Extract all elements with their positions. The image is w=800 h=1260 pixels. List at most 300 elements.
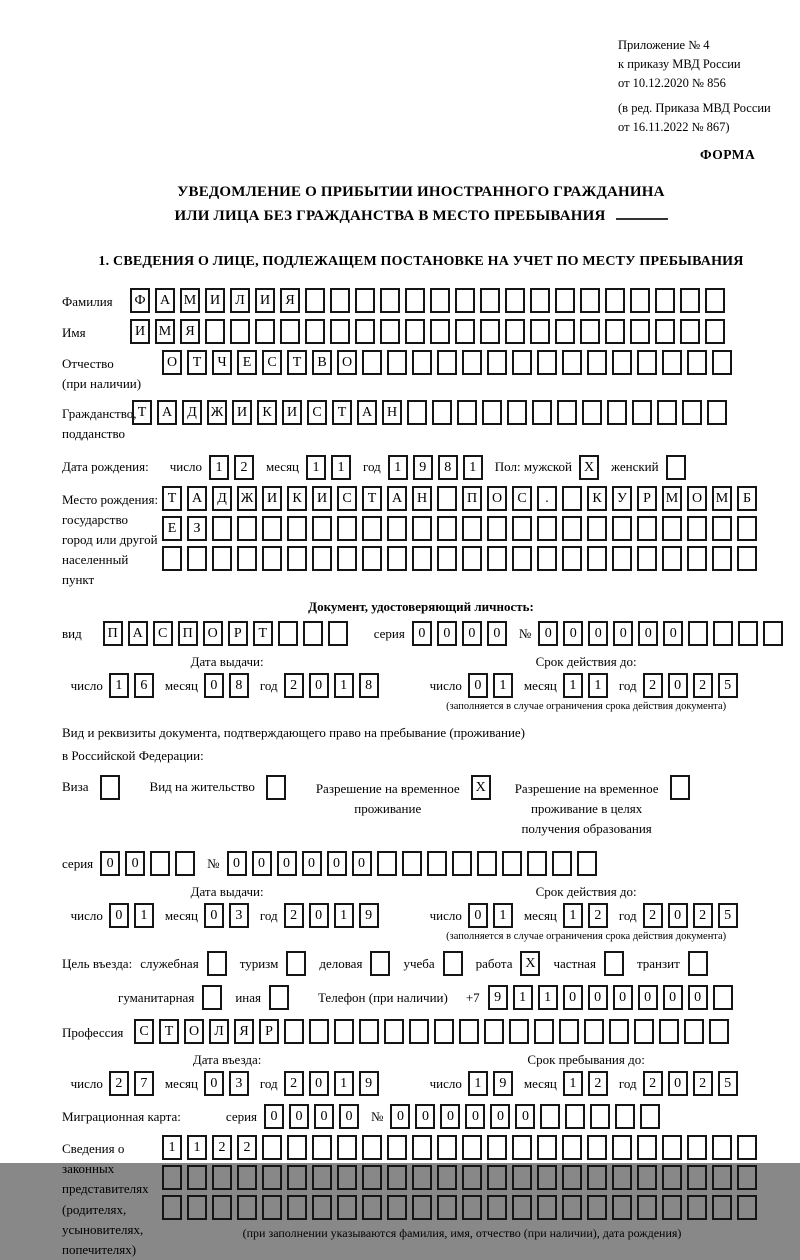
birth-day-label: число bbox=[169, 459, 202, 475]
form-cell bbox=[362, 1165, 382, 1190]
form-cell bbox=[312, 1165, 332, 1190]
purpose-private-checkbox bbox=[604, 951, 629, 976]
form-cell bbox=[434, 1019, 454, 1044]
purpose-business-checkbox bbox=[370, 951, 395, 976]
form-cell bbox=[387, 1195, 407, 1220]
form-cell bbox=[443, 951, 463, 976]
section1-heading: 1. СВЕДЕНИЯ О ЛИЦЕ, ПОДЛЕЖАЩЕМ ПОСТАНОВКЕ НА УЧЕТ ПО МЕСТУ ПРЕБЫВАНИЯ bbox=[98, 254, 744, 269]
form-cell: Е bbox=[162, 516, 182, 541]
sex-male-checkbox bbox=[579, 455, 604, 480]
form-cell bbox=[612, 350, 632, 375]
purpose-work-checkbox bbox=[520, 951, 545, 976]
form-cell bbox=[405, 288, 425, 313]
form-cell: П bbox=[462, 486, 482, 511]
day-label: число bbox=[70, 677, 103, 693]
form-cell bbox=[487, 516, 507, 541]
entry-date-col bbox=[62, 1052, 392, 1096]
form-cell bbox=[187, 546, 207, 571]
birth-date-row bbox=[62, 455, 780, 480]
migration-card-number-label: № bbox=[371, 1108, 384, 1124]
identity-doc-valid-col bbox=[392, 654, 780, 712]
form-cell bbox=[662, 546, 682, 571]
form-cell bbox=[387, 516, 407, 541]
form-cell bbox=[532, 400, 552, 425]
form-cell bbox=[437, 1195, 457, 1220]
form-cell: 9 bbox=[359, 903, 379, 928]
form-cell bbox=[462, 1165, 482, 1190]
form-cell bbox=[634, 1019, 654, 1044]
form-cell bbox=[407, 400, 427, 425]
migration-card-row bbox=[62, 1104, 780, 1129]
form-cell bbox=[707, 400, 727, 425]
form-cell bbox=[487, 546, 507, 571]
representatives-label-line-1: Сведения о bbox=[62, 1141, 125, 1157]
form-cell: Т bbox=[287, 350, 307, 375]
form-cell: 1 bbox=[331, 455, 351, 480]
form-cell bbox=[712, 1135, 732, 1160]
form-cell bbox=[457, 400, 477, 425]
migration-card-label: Миграционная карта: bbox=[62, 1108, 181, 1124]
representatives-label-line-5: усыновителях, bbox=[62, 1221, 144, 1237]
form-cell: 5 bbox=[718, 673, 738, 698]
form-cell bbox=[607, 400, 627, 425]
form-cell: 1 bbox=[334, 1071, 354, 1096]
purpose-tourism-checkbox bbox=[286, 951, 311, 976]
edu-permit-label bbox=[515, 772, 659, 839]
form-cell bbox=[312, 1195, 332, 1220]
residence-doc-issue-group bbox=[62, 903, 392, 928]
form-cell: У bbox=[612, 486, 632, 511]
residence-issue-day-cells bbox=[109, 903, 159, 928]
profession-row bbox=[62, 1019, 780, 1044]
form-cell: 1 bbox=[334, 903, 354, 928]
form-cell: 0 bbox=[309, 673, 329, 698]
identity-doc-row bbox=[62, 621, 780, 646]
form-cell bbox=[412, 350, 432, 375]
form-cell: Р bbox=[637, 486, 657, 511]
form-cell bbox=[712, 1195, 732, 1220]
form-cell bbox=[659, 1019, 679, 1044]
residence-doc-series-label: серия bbox=[62, 855, 94, 871]
purpose-official-checkbox bbox=[207, 951, 232, 976]
form-cell: 0 bbox=[309, 903, 329, 928]
form-cell bbox=[412, 516, 432, 541]
form-cell: О bbox=[162, 350, 182, 375]
form-cell bbox=[312, 516, 332, 541]
representatives-note: (при заполнении указываются фамилия, имя, отчество (при наличии), дата рождения) bbox=[242, 1226, 682, 1241]
form-cell bbox=[237, 1165, 257, 1190]
form-cell: К bbox=[257, 400, 277, 425]
form-cell: М bbox=[180, 288, 200, 313]
purpose-private-label: частная bbox=[553, 955, 596, 971]
temp-permit-label-line-1: Разрешение на временное bbox=[315, 780, 460, 796]
form-cell bbox=[537, 1165, 557, 1190]
form-cell: 0 bbox=[563, 621, 583, 646]
form-cell bbox=[387, 350, 407, 375]
residence-doc-heading-line-1: Вид и реквизиты документа, подтверждающего право на пребывание (проживание) bbox=[62, 725, 526, 741]
birth-date-label: Дата рождения: bbox=[62, 459, 149, 475]
form-cell bbox=[409, 1019, 429, 1044]
form-title-line-2 bbox=[62, 204, 780, 228]
form-cell: 5 bbox=[718, 1071, 738, 1096]
form-cell bbox=[687, 1135, 707, 1160]
form-cell: 0 bbox=[125, 851, 145, 876]
residence-valid-day-cells bbox=[468, 903, 518, 928]
purpose-official-label: служебная bbox=[140, 955, 199, 971]
form-cell: И bbox=[255, 288, 275, 313]
residence-doc-valid-group bbox=[392, 903, 780, 928]
form-cell bbox=[505, 288, 525, 313]
form-cell: Б bbox=[737, 486, 757, 511]
form-cell bbox=[712, 350, 732, 375]
form-cell: 0 bbox=[668, 673, 688, 698]
purpose-other-checkbox bbox=[269, 985, 294, 1010]
form-cell bbox=[537, 546, 557, 571]
month-label: месяц bbox=[523, 677, 557, 693]
form-cell bbox=[230, 319, 250, 344]
edu-permit-label-line-3: получения образования bbox=[521, 821, 652, 837]
form-cell bbox=[552, 851, 572, 876]
form-cell bbox=[462, 350, 482, 375]
form-cell bbox=[355, 319, 375, 344]
form-cell: О bbox=[687, 486, 707, 511]
birth-place-label-line-1: Место рождения: bbox=[62, 491, 159, 507]
appendix-block bbox=[618, 36, 771, 137]
form-cell bbox=[555, 319, 575, 344]
form-cell: 1 bbox=[209, 455, 229, 480]
form-cell bbox=[662, 1195, 682, 1220]
form-cell bbox=[640, 1104, 660, 1129]
form-cell: 0 bbox=[487, 621, 507, 646]
form-cell bbox=[437, 1135, 457, 1160]
form-cell bbox=[150, 851, 170, 876]
form-cell: 0 bbox=[538, 621, 558, 646]
form-cell bbox=[680, 288, 700, 313]
form-cell bbox=[212, 1195, 232, 1220]
form-cell: 0 bbox=[437, 621, 457, 646]
form-cell: 0 bbox=[264, 1104, 284, 1129]
migration-card-series-label: серия bbox=[225, 1108, 258, 1124]
form-cell bbox=[738, 621, 758, 646]
form-cell bbox=[587, 1165, 607, 1190]
form-cell: 2 bbox=[588, 903, 608, 928]
form-cell bbox=[615, 1104, 635, 1129]
form-cell: И bbox=[205, 288, 225, 313]
form-cell: Т bbox=[162, 486, 182, 511]
form-cell bbox=[580, 319, 600, 344]
form-cell bbox=[437, 1165, 457, 1190]
form-cell bbox=[562, 1135, 582, 1160]
form-cell: А bbox=[387, 486, 407, 511]
form-cell bbox=[287, 1195, 307, 1220]
month-label: месяц bbox=[523, 1075, 557, 1091]
form-cell bbox=[430, 288, 450, 313]
representatives-label bbox=[62, 1135, 162, 1260]
form-cell: Я bbox=[234, 1019, 254, 1044]
form-cell: А bbox=[128, 621, 148, 646]
form-cell bbox=[737, 546, 757, 571]
form-cell bbox=[612, 546, 632, 571]
form-cell bbox=[712, 516, 732, 541]
form-cell bbox=[305, 288, 325, 313]
form-cell: 0 bbox=[638, 621, 658, 646]
form-cell bbox=[562, 546, 582, 571]
form-cell bbox=[737, 1195, 757, 1220]
form-cell bbox=[505, 319, 525, 344]
form-cell bbox=[487, 1165, 507, 1190]
form-cell bbox=[684, 1019, 704, 1044]
stay-day-cells bbox=[468, 1071, 518, 1096]
form-cell bbox=[682, 400, 702, 425]
form-cell bbox=[262, 1165, 282, 1190]
form-cell: 5 bbox=[718, 903, 738, 928]
surname-row bbox=[62, 288, 780, 313]
form-cell bbox=[370, 951, 390, 976]
form-cell: И bbox=[282, 400, 302, 425]
form-cell bbox=[212, 516, 232, 541]
form-cell bbox=[262, 516, 282, 541]
form-cell bbox=[100, 775, 120, 800]
validity-note: (заполняется в случае ограничения срока действия документа) bbox=[446, 701, 727, 713]
form-cell: 0 bbox=[663, 621, 683, 646]
form-cell bbox=[512, 350, 532, 375]
form-cell: О bbox=[487, 486, 507, 511]
form-cell bbox=[187, 1195, 207, 1220]
patronymic-label bbox=[62, 350, 162, 394]
form-cell: С bbox=[153, 621, 173, 646]
form-cell: 0 bbox=[668, 903, 688, 928]
forma-label: ФОРМА bbox=[700, 147, 756, 162]
birth-place-label bbox=[62, 486, 162, 591]
stay-year-cells bbox=[643, 1071, 743, 1096]
residence-doc-series-cells bbox=[100, 851, 200, 876]
form-cell bbox=[590, 1104, 610, 1129]
form-cell: 1 bbox=[513, 985, 533, 1010]
form-cell bbox=[637, 350, 657, 375]
day-label: число bbox=[70, 907, 103, 923]
form-cell bbox=[637, 546, 657, 571]
form-cell bbox=[687, 516, 707, 541]
form-cell bbox=[559, 1019, 579, 1044]
form-cell: 0 bbox=[588, 985, 608, 1010]
form-cell bbox=[303, 621, 323, 646]
form-cell: 0 bbox=[468, 903, 488, 928]
form-cell: Н bbox=[382, 400, 402, 425]
visa-checkbox bbox=[100, 772, 125, 800]
form-cell: Т bbox=[132, 400, 152, 425]
form-cell: Т bbox=[332, 400, 352, 425]
sex-female-checkbox bbox=[666, 455, 691, 480]
form-cell bbox=[555, 288, 575, 313]
form-cell: 2 bbox=[643, 673, 663, 698]
form-cell: 1 bbox=[388, 455, 408, 480]
form-cell bbox=[632, 400, 652, 425]
form-cell bbox=[655, 319, 675, 344]
purpose-business-label: деловая bbox=[319, 955, 363, 971]
form-cell bbox=[709, 1019, 729, 1044]
form-cell bbox=[482, 400, 502, 425]
form-cell: Я bbox=[180, 319, 200, 344]
form-cell: 1 bbox=[306, 455, 326, 480]
form-cell bbox=[687, 350, 707, 375]
form-cell bbox=[312, 1135, 332, 1160]
form-cell: Ф bbox=[130, 288, 150, 313]
form-cell bbox=[205, 319, 225, 344]
patronymic-cells bbox=[162, 350, 737, 375]
form-cell: 3 bbox=[229, 903, 249, 928]
stay-month-cells bbox=[563, 1071, 613, 1096]
birth-place-row bbox=[62, 486, 780, 591]
temp-permit-label bbox=[316, 772, 460, 819]
form-cell bbox=[637, 1165, 657, 1190]
form-cell bbox=[540, 1104, 560, 1129]
form-cell: Д bbox=[182, 400, 202, 425]
form-cell: 9 bbox=[488, 985, 508, 1010]
form-cell: 0 bbox=[204, 673, 224, 698]
form-cell: 1 bbox=[334, 673, 354, 698]
citizenship-label-line-2: подданство bbox=[62, 426, 126, 442]
form-cell bbox=[657, 400, 677, 425]
form-cell bbox=[405, 319, 425, 344]
form-cell: 1 bbox=[109, 673, 129, 698]
residence-doc-valid-col bbox=[392, 884, 780, 942]
entry-date-group bbox=[62, 1071, 392, 1096]
birth-place-label-line-4: населенный пункт bbox=[62, 551, 129, 588]
year-label: год bbox=[618, 907, 637, 923]
form-cell: 1 bbox=[493, 673, 513, 698]
form-cell bbox=[284, 1019, 304, 1044]
identity-doc-issue-col bbox=[62, 654, 392, 712]
revision-line-1: (в ред. Приказа МВД России bbox=[618, 101, 771, 116]
issue-date-header: Дата выдачи: bbox=[190, 884, 264, 900]
form-cell: 7 bbox=[134, 1071, 154, 1096]
form-cell bbox=[609, 1019, 629, 1044]
form-cell: 0 bbox=[309, 1071, 329, 1096]
form-cell: Р bbox=[259, 1019, 279, 1044]
form-cell bbox=[162, 546, 182, 571]
form-cell bbox=[530, 319, 550, 344]
form-cell bbox=[587, 1135, 607, 1160]
form-cell: 2 bbox=[693, 1071, 713, 1096]
year-label: год bbox=[618, 677, 637, 693]
year-label: год bbox=[259, 907, 278, 923]
citizenship-label bbox=[62, 400, 137, 444]
form-cell: И bbox=[312, 486, 332, 511]
form-cell bbox=[187, 1165, 207, 1190]
migration-card-series-cells bbox=[264, 1104, 364, 1129]
form-cell: 1 bbox=[162, 1135, 182, 1160]
form-cell bbox=[384, 1019, 404, 1044]
form-cell: 0 bbox=[663, 985, 683, 1010]
form-cell bbox=[175, 851, 195, 876]
identity-doc-number-label: № bbox=[518, 625, 532, 641]
form-cell: . bbox=[537, 486, 557, 511]
valid-until-header: Срок действия до: bbox=[535, 654, 637, 670]
appendix-line-1: Приложение № 4 bbox=[618, 38, 710, 52]
patronymic-label-line-1: Отчество bbox=[62, 356, 114, 371]
form-cell bbox=[562, 486, 582, 511]
purpose-transit-checkbox bbox=[688, 951, 713, 976]
form-cell bbox=[387, 546, 407, 571]
form-cell bbox=[437, 350, 457, 375]
residence-doc-dates bbox=[62, 884, 780, 942]
form-cell: 0 bbox=[339, 1104, 359, 1129]
representatives-label-line-4: (родителях, bbox=[62, 1201, 127, 1217]
form-cell: 0 bbox=[412, 621, 432, 646]
form-cell: 1 bbox=[563, 673, 583, 698]
month-label: месяц bbox=[164, 1075, 198, 1091]
birth-place-cells-row-1 bbox=[162, 486, 762, 511]
stay-until-col bbox=[392, 1052, 780, 1096]
form-cell: 0 bbox=[440, 1104, 460, 1129]
purpose-study-label: учеба bbox=[403, 955, 435, 971]
form-cell bbox=[562, 1195, 582, 1220]
day-label: число bbox=[70, 1075, 103, 1091]
identity-valid-month-cells bbox=[563, 673, 613, 698]
phone-label: Телефон (при наличии) bbox=[317, 989, 448, 1005]
form-cell bbox=[337, 1195, 357, 1220]
surname-cells bbox=[130, 288, 730, 313]
form-cell: С bbox=[307, 400, 327, 425]
form-cell bbox=[487, 1195, 507, 1220]
form-cell bbox=[512, 516, 532, 541]
year-label: год bbox=[618, 1075, 637, 1091]
form-cell: X bbox=[579, 455, 599, 480]
form-cell: 8 bbox=[438, 455, 458, 480]
form-cell bbox=[637, 1195, 657, 1220]
form-cell: С bbox=[134, 1019, 154, 1044]
form-cell bbox=[587, 546, 607, 571]
form-cell bbox=[487, 350, 507, 375]
form-cell bbox=[287, 1165, 307, 1190]
form-cell: А bbox=[357, 400, 377, 425]
form-cell: 0 bbox=[327, 851, 347, 876]
appendix-line-3: от 10.12.2020 № 856 bbox=[618, 75, 726, 90]
residence-doc-series-row bbox=[62, 851, 780, 876]
form-cell bbox=[266, 775, 286, 800]
issue-date-header: Дата выдачи: bbox=[190, 654, 264, 670]
form-cell bbox=[412, 1135, 432, 1160]
stay-until-group bbox=[392, 1071, 780, 1096]
form-cell bbox=[737, 516, 757, 541]
form-cell bbox=[612, 1135, 632, 1160]
month-label: месяц bbox=[523, 907, 557, 923]
residence-doc-heading-line-2: в Российской Федерации: bbox=[62, 748, 204, 764]
form-cell bbox=[328, 621, 348, 646]
birth-year-label: год bbox=[363, 459, 381, 475]
form-cell bbox=[557, 400, 577, 425]
year-label: год bbox=[259, 1075, 278, 1091]
form-cell: 2 bbox=[109, 1071, 129, 1096]
purpose-study-checkbox bbox=[443, 951, 468, 976]
entry-date-header: Дата въезда: bbox=[192, 1052, 262, 1068]
form-cell bbox=[584, 1019, 604, 1044]
form-cell bbox=[509, 1019, 529, 1044]
birth-place-label-line-3: город или другой bbox=[62, 531, 158, 547]
validity-note: (заполняется в случае ограничения срока действия документа) bbox=[446, 931, 727, 943]
form-cell: Л bbox=[209, 1019, 229, 1044]
form-cell: А bbox=[157, 400, 177, 425]
form-cell bbox=[562, 350, 582, 375]
form-cell bbox=[662, 516, 682, 541]
form-cell: С bbox=[262, 350, 282, 375]
form-cell bbox=[512, 1135, 532, 1160]
form-cell bbox=[527, 851, 547, 876]
form-cell bbox=[330, 319, 350, 344]
form-cell bbox=[362, 350, 382, 375]
form-title-line-1: УВЕДОМЛЕНИЕ О ПРИБЫТИИ ИНОСТРАННОГО ГРАЖДАНИНА bbox=[177, 184, 665, 200]
form-cell bbox=[455, 319, 475, 344]
